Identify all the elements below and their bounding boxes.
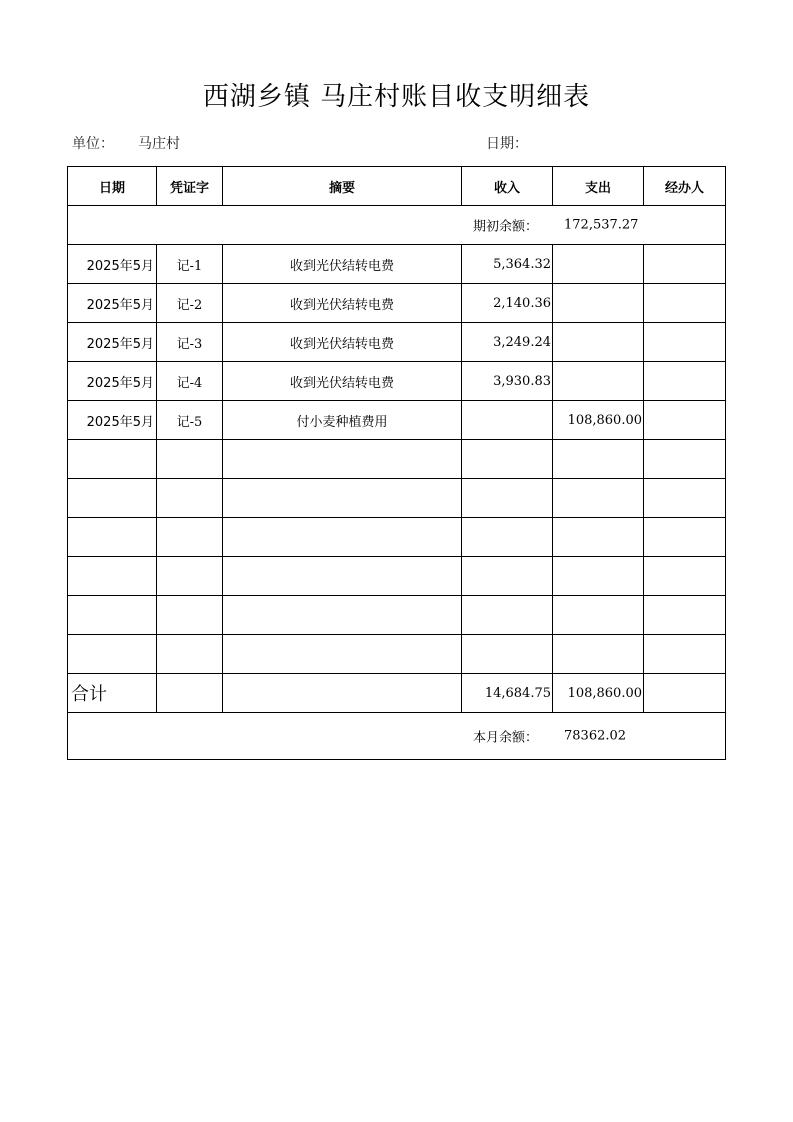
cell-date: 2025年5月 xyxy=(68,284,157,323)
header-expense: 支出 xyxy=(553,167,644,206)
ledger-table xyxy=(67,166,726,760)
cell-handler xyxy=(644,362,726,401)
cell-summary xyxy=(223,479,462,518)
table-row xyxy=(68,479,726,518)
opening-balance-row xyxy=(68,206,726,245)
total-label: 合计 xyxy=(68,674,157,713)
table-row xyxy=(68,401,726,440)
cell-handler xyxy=(644,518,726,557)
total-handler xyxy=(644,674,726,713)
cell-summary: 收到光伏结转电费 xyxy=(223,362,462,401)
cell-income: 3,930.83 xyxy=(462,362,553,401)
table-row xyxy=(68,245,726,284)
cell-handler xyxy=(644,440,726,479)
cell-date xyxy=(68,440,157,479)
cell-voucher: 记-2 xyxy=(157,284,223,323)
cell-handler xyxy=(644,284,726,323)
header-date: 日期 xyxy=(68,167,157,206)
closing-balance-cell xyxy=(68,713,726,760)
cell-voucher: 记-4 xyxy=(157,362,223,401)
table-row xyxy=(68,557,726,596)
header-income: 收入 xyxy=(462,167,553,206)
cell-date xyxy=(68,635,157,674)
cell-expense xyxy=(553,635,644,674)
page-title: 西湖乡镇 马庄村账目收支明细表 xyxy=(202,82,591,112)
cell-voucher xyxy=(157,635,223,674)
cell-date: 2025年5月 xyxy=(68,245,157,284)
cell-voucher xyxy=(157,518,223,557)
total-income: 14,684.75 xyxy=(462,674,553,713)
table-row xyxy=(68,518,726,557)
cell-expense xyxy=(553,596,644,635)
cell-summary: 收到光伏结转电费 xyxy=(223,323,462,362)
header-handler: 经办人 xyxy=(644,167,726,206)
cell-summary xyxy=(223,596,462,635)
closing-balance-label: 本月余额： xyxy=(473,730,539,746)
cell-income xyxy=(462,635,553,674)
opening-balance-cell xyxy=(68,206,726,245)
cell-income xyxy=(462,479,553,518)
unit-value: 马庄村 xyxy=(138,136,180,152)
cell-date: 2025年5月 xyxy=(68,401,157,440)
cell-voucher xyxy=(157,596,223,635)
cell-expense xyxy=(553,440,644,479)
cell-date xyxy=(68,596,157,635)
cell-income xyxy=(462,401,553,440)
cell-voucher: 记-1 xyxy=(157,245,223,284)
cell-income xyxy=(462,440,553,479)
cell-expense xyxy=(553,323,644,362)
cell-handler xyxy=(644,245,726,284)
cell-expense xyxy=(553,284,644,323)
cell-handler xyxy=(644,401,726,440)
opening-balance-value: 172,537.27 xyxy=(564,217,639,233)
cell-summary: 收到光伏结转电费 xyxy=(223,245,462,284)
unit-label: 单位： xyxy=(72,136,114,152)
cell-expense: 108,860.00 xyxy=(553,401,644,440)
table-row xyxy=(68,596,726,635)
cell-handler xyxy=(644,596,726,635)
cell-expense xyxy=(553,557,644,596)
total-summary xyxy=(223,674,462,713)
cell-income xyxy=(462,557,553,596)
header-row xyxy=(68,167,726,206)
cell-income xyxy=(462,518,553,557)
cell-expense xyxy=(553,518,644,557)
cell-date xyxy=(68,557,157,596)
cell-handler xyxy=(644,557,726,596)
cell-summary: 付小麦种植费用 xyxy=(223,401,462,440)
table-row xyxy=(68,440,726,479)
total-voucher xyxy=(157,674,223,713)
cell-date: 2025年5月 xyxy=(68,323,157,362)
cell-date xyxy=(68,518,157,557)
cell-voucher xyxy=(157,479,223,518)
cell-income: 5,364.32 xyxy=(462,245,553,284)
cell-voucher xyxy=(157,440,223,479)
table-row xyxy=(68,323,726,362)
table-row xyxy=(68,362,726,401)
total-row xyxy=(68,674,726,713)
closing-balance-row xyxy=(68,713,726,760)
total-expense: 108,860.00 xyxy=(553,674,644,713)
cell-income: 2,140.36 xyxy=(462,284,553,323)
table-row xyxy=(68,635,726,674)
cell-summary xyxy=(223,635,462,674)
cell-date xyxy=(68,479,157,518)
cell-handler xyxy=(644,479,726,518)
date-label: 日期： xyxy=(486,136,528,152)
cell-voucher: 记-3 xyxy=(157,323,223,362)
table-row xyxy=(68,284,726,323)
cell-date: 2025年5月 xyxy=(68,362,157,401)
cell-voucher: 记-5 xyxy=(157,401,223,440)
opening-balance-label: 期初余额： xyxy=(473,219,539,235)
cell-income xyxy=(462,596,553,635)
cell-expense xyxy=(553,479,644,518)
cell-expense xyxy=(553,362,644,401)
cell-expense xyxy=(553,245,644,284)
cell-summary xyxy=(223,440,462,479)
header-summary: 摘要 xyxy=(223,167,462,206)
cell-income: 3,249.24 xyxy=(462,323,553,362)
cell-handler xyxy=(644,635,726,674)
closing-balance-value: 78362.02 xyxy=(564,728,627,744)
header-voucher: 凭证字 xyxy=(157,167,223,206)
cell-summary xyxy=(223,518,462,557)
cell-voucher xyxy=(157,557,223,596)
cell-handler xyxy=(644,323,726,362)
cell-summary xyxy=(223,557,462,596)
cell-summary: 收到光伏结转电费 xyxy=(223,284,462,323)
